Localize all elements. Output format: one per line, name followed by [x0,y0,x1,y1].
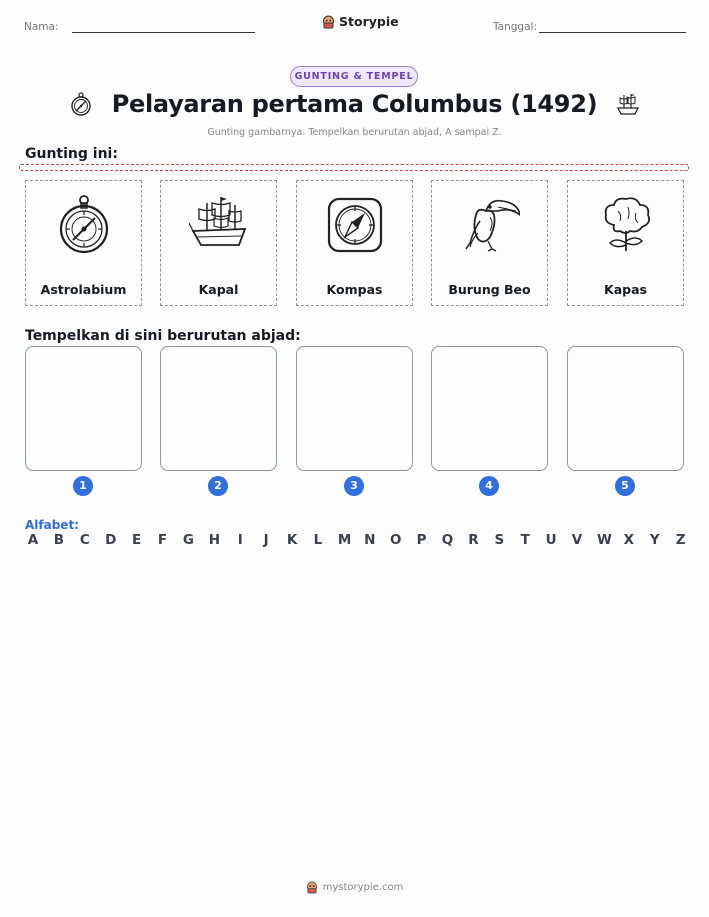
alphabet-letter: N [364,532,376,548]
alphabet-letter: O [389,532,402,548]
slot-number-badge: 3 [344,476,364,496]
cotton-icon [596,193,656,253]
cut-card-kapal[interactable] [160,180,277,306]
alphabet-letter: Z [675,532,686,548]
instructions: Gunting gambarnya. Tempelkan berurutan abjad, A sampai Z. [207,127,502,138]
cut-card-kapas[interactable] [567,180,684,306]
paste-section-label: Tempelkan di sini berurutan abjad: [25,328,301,344]
cut-line [19,164,689,171]
date-label: Tanggal: [493,21,537,33]
alphabet-letter: I [237,532,243,548]
alphabet-letter: F [157,532,168,548]
alphabet-letter: C [79,532,90,548]
brand-name: Storypie [339,14,399,29]
alphabet-letter: A [27,532,39,548]
alphabet-letter: S [494,532,505,548]
activity-tag: GUNTING & TEMPEL [290,66,418,87]
name-label: Nama: [24,21,59,33]
alphabet-letter: V [571,532,583,548]
storypie-mascot-icon [306,881,318,894]
paste-slot-3[interactable] [296,346,413,471]
footer [0,881,709,894]
slot-number-badge: 1 [73,476,93,496]
alphabet-row [27,532,687,548]
footer-site-link[interactable]: mystorypie.com [322,882,404,893]
cut-card-kompas[interactable] [296,180,413,306]
alphabet-label: Alfabet: [25,518,79,532]
paste-slot-1[interactable] [25,346,142,471]
alphabet-letter: M [337,532,352,548]
card-label: Kompas [326,282,383,297]
alphabet-letter: H [208,532,220,548]
ship-icon [615,91,641,117]
compass-icon [325,193,385,253]
alphabet-letter: E [132,532,142,548]
storypie-mascot-icon [322,15,335,29]
card-label: Kapas [604,282,647,297]
astrolabe-icon [54,193,114,253]
alphabet-letter: Q [441,532,454,548]
slot-number-badge: 2 [208,476,228,496]
alphabet-letter: U [545,532,557,548]
card-label: Astrolabium [40,282,127,297]
alphabet-letter: P [416,532,427,548]
card-label: Burung Beo [448,282,531,297]
toucan-icon [460,193,520,253]
alphabet-letter: G [182,532,194,548]
alphabet-letter: T [520,532,530,548]
astrolabe-icon [68,91,94,117]
alphabet-letter: Y [649,532,660,548]
alphabet-letter: D [105,532,117,548]
paste-slot-2[interactable] [160,346,277,471]
cut-card-astrolabium[interactable] [25,180,142,306]
alphabet-letter: X [623,532,635,548]
slot-number-badge: 5 [615,476,635,496]
ship-icon [189,193,249,253]
alphabet-letter: J [263,532,269,548]
cut-section-label: Gunting ini: [25,146,118,162]
card-label: Kapal [198,282,239,297]
date-field-line[interactable] [539,32,686,33]
alphabet-letter: L [313,532,323,548]
name-field-line[interactable] [72,32,255,33]
paste-slot-5[interactable] [567,346,684,471]
alphabet-letter: K [286,532,298,548]
slot-number-badge: 4 [479,476,499,496]
alphabet-letter: W [596,532,612,548]
brand-logo [322,14,399,29]
alphabet-letter: R [468,532,479,548]
page-title: Pelayaran pertama Columbus (1492) [111,90,598,118]
paste-slot-4[interactable] [431,346,548,471]
cut-card-burung-beo[interactable] [431,180,548,306]
alphabet-letter: B [53,532,65,548]
title-row [0,90,709,118]
